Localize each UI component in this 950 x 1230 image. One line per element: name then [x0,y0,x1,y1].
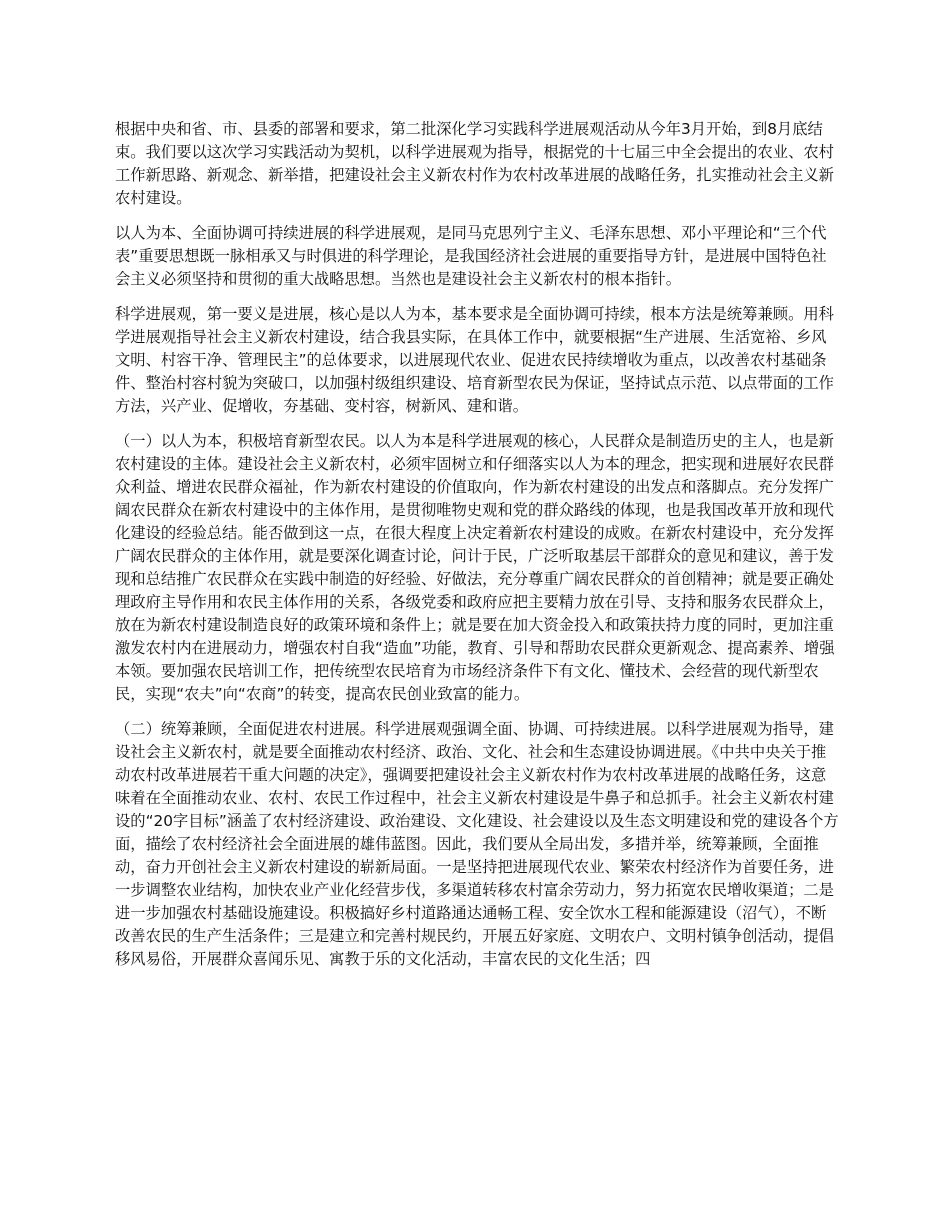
paragraph-core-meaning: 科学进展观，第一要义是进展，核心是以人为本，基本要求是全面协调可持续，根本方法是统筹兼顾。用科学进展观指导社会主义新农村建设，结合我县实际，在具体工作中，就要根据“生产进展、生活宽裕、乡风文明、村容干净、管理民主”的总体要求，以进展现代农业、促进农民持续增收为重点，以改善农村基础条件、整治村容村貌为突破口，以加强村级组织建设、培育新型农民为保证，坚持试点示范、以点带面的工作方法，兴产业、促增收，夯基础、变村容，树新风、建和谐。 [115,305,834,415]
paragraph-section-two: （二）统筹兼顾，全面促进农村进展。科学进展观强调全面、协调、可持续进展。以科学进展观为指导，建设社会主义新农村，就是要全面推动农村经济、政治、文化、社会和生态建设协调进展。《中共中央关于推动农村改革进展若干重大问题的决定》，强调要把建设社会主义新农村作为农村改革进展的战略任务，这意味着在全面推动农业、农村、农民工作过程中，社会主义新农村建设是牛鼻子和总抓手。社会主义新农村建设的“20字目标”涵盖了农村经济建设、政治建设、文化建设、社会建设以及生态文明建设和党的建设各个方面，描绘了农村经济社会全面进展的雄伟蓝图。因此，我们要从全局出发，多措并举，统筹兼顾，全面推动，奋力开创社会主义新农村建设的崭新局面。一是坚持把进展现代农业、繁荣农村经济作为首要任务，进一步调整农业结构，加快农业产业化经营步伐，多渠道转移农村富余劳动力，努力拓宽农民增收渠道；二是进一步加强农村基础设施建设。积极搞好乡村道路通达通畅工程、安全饮水工程和能源建设（沼气），不断改善农民的生产生活条件；三是建立和完善村规民约，开展五好家庭、文明农户、文明村镇争创活动，提倡移风易俗，开展群众喜闻乐见、寓教于乐的文化活动，丰富农民的文化生活；四 [115,720,839,968]
paragraph-scientific-outlook: 以人为本、全面协调可持续进展的科学进展观，是同马克思列宁主义、毛泽东思想、邓小平理论和“三个代表”重要思想既一脉相承又与时俱进的科学理论，是我国经济社会进展的重要指导方针，是进展中国特色社会主义必须坚持和贯彻的重大战略思想。当然也是建设社会主义新农村的根本指针。 [115,224,827,288]
document-page [115,118,841,983]
paragraph-intro: 根据中央和省、市、县委的部署和要求，第二批深化学习实践科学进展观活动从今年3月开始，到8月底结束。我们要以这次学习实践活动为契机，以科学进展观为指导，根据党的十七届三中全会提出的农业、农村工作新思路、新观念、新举措，把建设社会主义新农村作为农村改革进展的战略任务，扎实推动社会主义新农村建设。 [115,120,834,207]
paragraph-section-one: （一）以人为本，积极培育新型农民。以人为本是科学进展观的核心，人民群众是制造历史的主人，也是新农村建设的主体。建设社会主义新农村，必须牢固树立和仔细落实以人为本的理念，把实现和进展好农民群众利益、增进农民群众福祉，作为新农村建设的价值取向，作为新农村建设的出发点和落脚点。充分发挥广阔农民群众在新农村建设中的主体作用，是贯彻唯物史观和党的群众路线的体现，也是我国改革开放和现代化建设的经验总结。能否做到这一点，在很大程度上决定着新农村建设的成败。在新农村建设中，充分发挥广阔农民群众的主体作用，就是要深化调查讨论，问计于民，广泛听取基层干部群众的意见和建议，善于发现和总结推广农民群众在实践中制造的好经验、好做法，充分尊重广阔农民群众的首创精神；就是要正确处理政府主导作用和农民主体作用的关系，各级党委和政府应把主要精力放在引导、支持和服务农民群众上，放在为新农村建设制造良好的政策环境和条件上；就是要在加大资金投入和政策扶持力度的同时，更加注重激发农村内在进展动力，增强农村自我“造血”功能，教育、引导和帮助农民群众更新观念、提高素养、增强本领。要加强农民培训工作，把传统型农民培育为市场经济条件下有文化、懂技术、会经营的现代新型农民，实现“农夫”向“农商”的转变，提高农民创业致富的能力。 [115,432,835,703]
